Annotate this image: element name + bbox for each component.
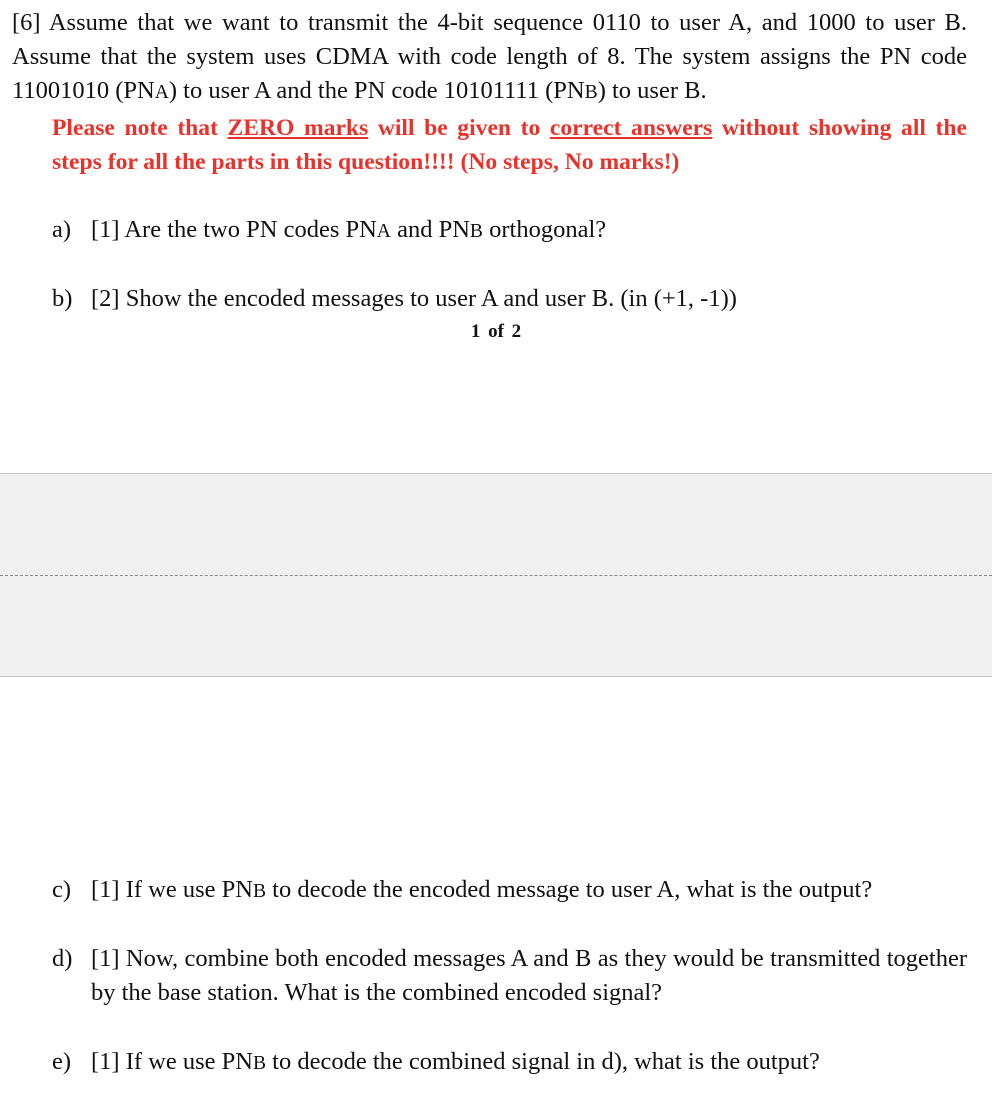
question-a	[52, 213, 967, 249]
pn-subscript: B	[252, 881, 267, 902]
question-text-part: and PN	[390, 216, 470, 243]
question-label: a)	[52, 216, 72, 243]
pn-subscript-b: B	[584, 82, 598, 103]
page-indicator: 1 of 2	[470, 321, 522, 342]
question-text-part: orthogonal?	[482, 216, 607, 243]
pn-subscript: A	[376, 221, 391, 242]
warning-zero-marks: ZERO marks	[227, 115, 369, 141]
warning-text: without showing all the steps for all the parts in this question!!!! (No steps, No marks!)	[52, 115, 967, 175]
question-text-part: [1] If we use PN	[91, 1048, 253, 1075]
question-text: [2] Show the encoded messages to user A and user B. (in (+1, -1))	[91, 285, 737, 312]
question-label: d)	[52, 945, 73, 972]
question-text: [1] Now, combine both encoded messages A and B as they would be transmitted together by the base station. What is the combined encoded signal?	[91, 945, 967, 1006]
warning-note	[52, 111, 967, 179]
question-text-part: [1] If we use PN	[91, 876, 253, 903]
question-c	[52, 873, 967, 909]
question-label: c)	[52, 876, 72, 903]
page-separator	[0, 473, 992, 677]
question-text-part: [1] Are the two PN codes PN	[91, 216, 377, 243]
question-text-part: to decode the combined signal in d), what is the output?	[266, 1048, 820, 1075]
warning-correct-answers: correct answers	[549, 115, 713, 141]
intro-text: ) to user A and the PN code 10101111 (PN	[168, 77, 585, 104]
question-text	[91, 213, 967, 249]
question-label: e)	[52, 1048, 72, 1075]
question-d	[52, 942, 967, 1010]
question-text-part: to decode the encoded message to user A, what is the output?	[266, 876, 873, 903]
pn-subscript: B	[469, 221, 483, 242]
question-e	[52, 1045, 967, 1081]
question-intro	[12, 6, 967, 110]
warning-text: will be given to	[368, 115, 550, 141]
question-text	[91, 873, 967, 909]
question-text	[91, 1045, 967, 1081]
question-b	[52, 282, 967, 316]
warning-text: Please note that	[52, 115, 228, 141]
pn-subscript: B	[252, 1053, 267, 1074]
pn-subscript-a: A	[154, 82, 169, 103]
intro-text: [6] Assume that we want to transmit the 4-bit sequence 0110 to user A, and 1000 to user B. Assume that the system uses CDMA with code length of 8. The system assigns the PN code 11001010 (PN	[12, 9, 967, 104]
page-break-line	[0, 575, 992, 576]
question-label: b)	[52, 285, 73, 312]
intro-text: ) to user B.	[597, 77, 707, 104]
